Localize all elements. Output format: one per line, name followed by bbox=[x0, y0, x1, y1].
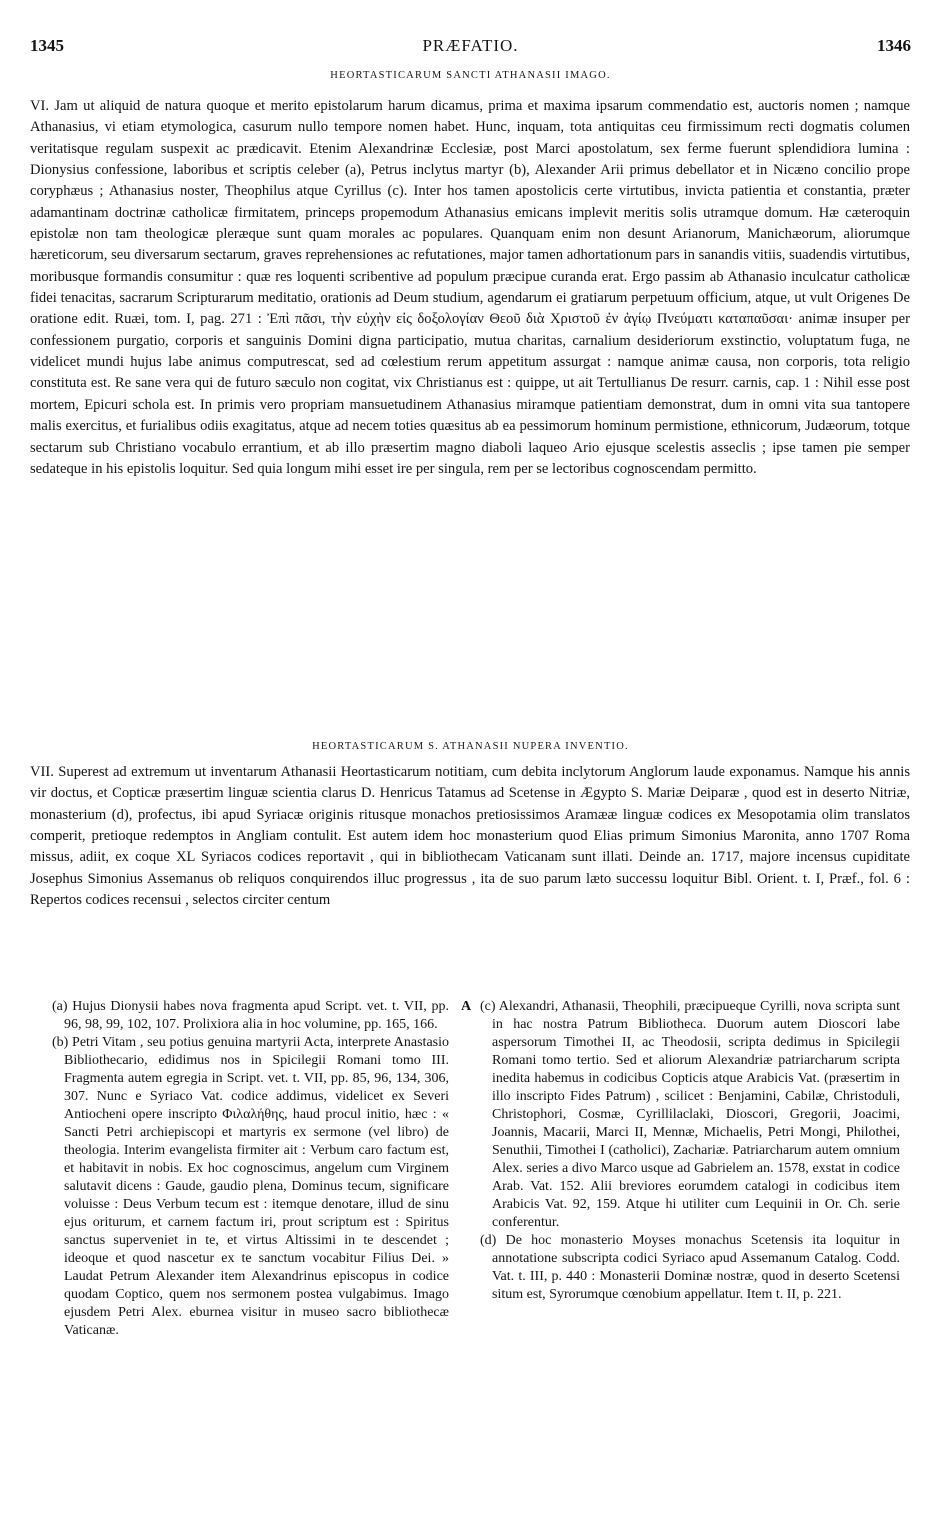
section-heading-inventio: HEORTASTICARUM S. ATHANASII NUPERA INVENTIO. bbox=[312, 741, 629, 752]
footnotes-left-column bbox=[52, 998, 449, 1458]
footnote-c: (c) Alexandri, Athanasii, Theophili, præcipueque Cyrilli, nova scripta sunt in hac nostra Patrum Bibliotheca. Duorum autem Dioscori labe aspersorum Timothei II, ac Theodosii, scripta dedimus in Spicilegii Romani tomo tertio. Sed et aliorum Alexandriæ patriarcharum scripta inedita habemus in codicibus Copticis atque Arabicis Vat. (præsertim in illo inscripto Fides Patrum) , scilicet : Benjamini, Cabilæ, Christoduli, Christophori, Cosmæ, Cyrillilaclaki, Dioscori, Gregorii, Joacimi, Joannis, Macarii, Marci II, Mennæ, Michaelis, Petri Mongi, Philothei, Senuthii, Timothei I (catholici), Zachariæ. Patriarcharum autem omnium Alex. series a divo Marco usque ad Gabrielem an. 1578, exstat in codice Arab. Vat. 152. Alii breviores eorumdem catalogi in codicibus item Arabicis Vat. 92, 159. Atque hi utiliter cum Lequinii in Or. Ch. serie conferentur. bbox=[480, 999, 900, 1230]
footnotes-right-column bbox=[480, 998, 900, 1453]
running-title: PRÆFATIO. bbox=[422, 36, 519, 55]
paragraph-section-vii: VII. Superest ad extremum ut inventarum Athanasii Heortasticarum notitiam, cum debita inclytorum Anglorum laude exponamus. Namque his annis vir doctus, et Copticæ præsertim linguæ scientia clarus D. Henricus Tatamus ad Scetense in Ægypto S. Mariæ Deiparæ , quod est in deserto Nitriæ, monasterium (d), profectus, ibi apud Syriacæ originis ritusque monachos pretiosissimos Aramææ linguæ codices ex Mesopotamia olim translatos comperit, pretioque redemptos in Angliam contulit. Est autem idem hoc monasterium quod Elias primum Simonius Maronita, anno 1707 Roma missus, adiit, ex coque XL Syriacos codices reportavit , qui in bibliothecam Vaticanam sunt illati. Deinde an. 1717, majore incensus cupiditate Josephus Simonius Assemanus ob reliquos conquirendos illuc progressus , ita de suo parum læto successu loquitur Bibl. Orient. t. I, Præf., fol. 6 : Repertos codices recensui , selectos circiter centum bbox=[30, 764, 910, 909]
footnote-b: (b) Petri Vitam , seu potius genuina martyrii Acta, interprete Anastasio Bibliothecario, edidimus nos in Spicilegii Romani tomo III. Fragmenta autem egregia in Script. vet. t. VII, pp. 85, 96, 134, 306, 307. Nunc e Syriaco Vat. codice addimus, videlicet ex Severi Antiocheni opere inscripto Φιλαλήθης, haud procul initio, hæc : « Sancti Petri archiepiscopi et martyris ex sermone (vel libro) de theologia. Interim evangelista firmiter ait : Verbum caro factum est, et habitavit in nobis. Ex hoc cognoscimus, angelum cum Virginem salutavit dicens : Gaude, gaudio plena, Dominus tecum, significare voluisse : Deus Verbum tecum est : itemque denotare, illud de sinu ejus oriturum, et carnem factum iri, prout scriptum est : Spiritus sanctus superveniet in te, et virtus Altissimi in te descendet ; ideoque et quod nascetur ex te sanctum vocabitur Filius Dei. » Laudat Petrum Alexander item Alexandrinus episcopus in codice quodam Coptico, quem nos sermonem postea vulgabimus. Imago ejusdem Petri Alex. eburnea visitur in museo sacro bibliothecæ Vaticanæ. bbox=[52, 1035, 449, 1338]
column-marker: A bbox=[461, 999, 472, 1014]
running-header bbox=[30, 36, 911, 60]
page-number-left: 1345 bbox=[30, 36, 64, 55]
footnote-a: (a) Hujus Dionysii habes nova fragmenta apud Script. vet. t. VII, pp. 96, 98, 99, 102, 107. Prolixiora alia in hoc volumine, pp. 165, 166. bbox=[52, 999, 449, 1032]
page-number-right: 1346 bbox=[877, 36, 911, 55]
section-heading-imago: HEORTASTICARUM SANCTI ATHANASII IMAGO. bbox=[330, 70, 611, 81]
paragraph-section-vi: VI. Jam ut aliquid de natura quoque et merito epistolarum harum dicamus, prima et maxima ipsarum commendatio est, auctoris nomen ; namque Athanasius, vi etiam etymologica, casurum nullo tempore nomen habet. Hunc, inquam, tota antiquitas ceu firmissimum recti dogmatis columen veritatisque regulam suspexit ac prædicavit. Etenim Alexandrinæ Ecclesiæ, post Marci apostolatum, sex ferme fuerunt splendidiora lumina : Dionysius confessione, laboribus et scriptis celeber (a), Petrus inclytus martyr (b), Alexander Arii primus debellator et in Nicæno concilio prope coryphæus ; Athanasius noster, Theophilus atque Cyrillus (c). Inter hos tamen apostolicis certe virtutibus, invicta patientia et constantia, præter adamantinam doctrinæ catholicæ firmitatem, princeps propemodum Athanasius emicans implevit meritis solis utramque domum. Hæ cæteroquin epistolæ non tam theologicæ pleræque sunt quam morales ac populares. Quanquam enim non desunt Arianorum, Manichæorum, aliorumque hæreticorum, seu diversarum sectarum, graves reprehensiones ac refutationes, major tamen adhortationum pars in sanandis vitiis, suadendis virtutibus, moribusque formandis consumitur : quæ res loquenti scribentive ad populum præcipue curanda erat. Ergo passim ab Athanasio inculcatur catholicæ fidei tenacitas, sacrarum Scripturarum meditatio, orationis ad Deum studium, agendarum ei gratiarum perpetuum officium, atque, ut vult Origenes De oratione edit. Ruæi, tom. I, pag. 271 : Ἐπὶ πᾶσι, τὴν εὐχὴν εἰς δοξολογίαν Θεοῦ διὰ Χριστοῦ ἐν ἁγίῳ Πνεύματι καταπαῦσαι· animæ insuper per confessionem purgatio, corporis et sanguinis Domini digna participatio, mutua charitas, carnalium desideriorum exstinctio, voluptatum fuga, ne videlicet mundi hujus labe animus computrescat, sed ad cœlestium rerum appetitum assurgat : namque animæ causa, non corporis, tota religio constituta est. Re sane vera qui de futuro sæculo non cogitat, vix Christianus est : quippe, ut ait Tertullianus De resurr. carnis, cap. 1 : Nihil esse post mortem, Epicuri schola est. In primis vero propriam mansuetudinem Athanasius miramque patientiam demonstrat, dum in omni vita sua tantopere malis exercitus, et furialibus odiis exagitatus, atque ad necem toties quæsitus ab ea pessimorum hominum permistione, ethnicorum, Judæorum, totque sectarum sub Christiano vocabulo errantium, et ab illo præsertim magno diaboli laqueo Ario ejusque scelestis asseclis ; ipse tamen pie semper sedateque in his epistolis loquitur. Sed quia longum mihi esset ire per singula, rem per se lectoribus cognoscendam permitto. bbox=[30, 98, 910, 477]
footnote-d: (d) De hoc monasterio Moyses monachus Scetensis ita loquitur in annotatione subscripta codici Syriaco apud Assemanum Catalog. Codd. Vat. t. III, p. 440 : Monasterii Dominæ nostræ, quod in deserto Scetensi situm est, Syrorumque cœnobium appellatur. Item t. II, p. 221. bbox=[480, 1233, 900, 1302]
